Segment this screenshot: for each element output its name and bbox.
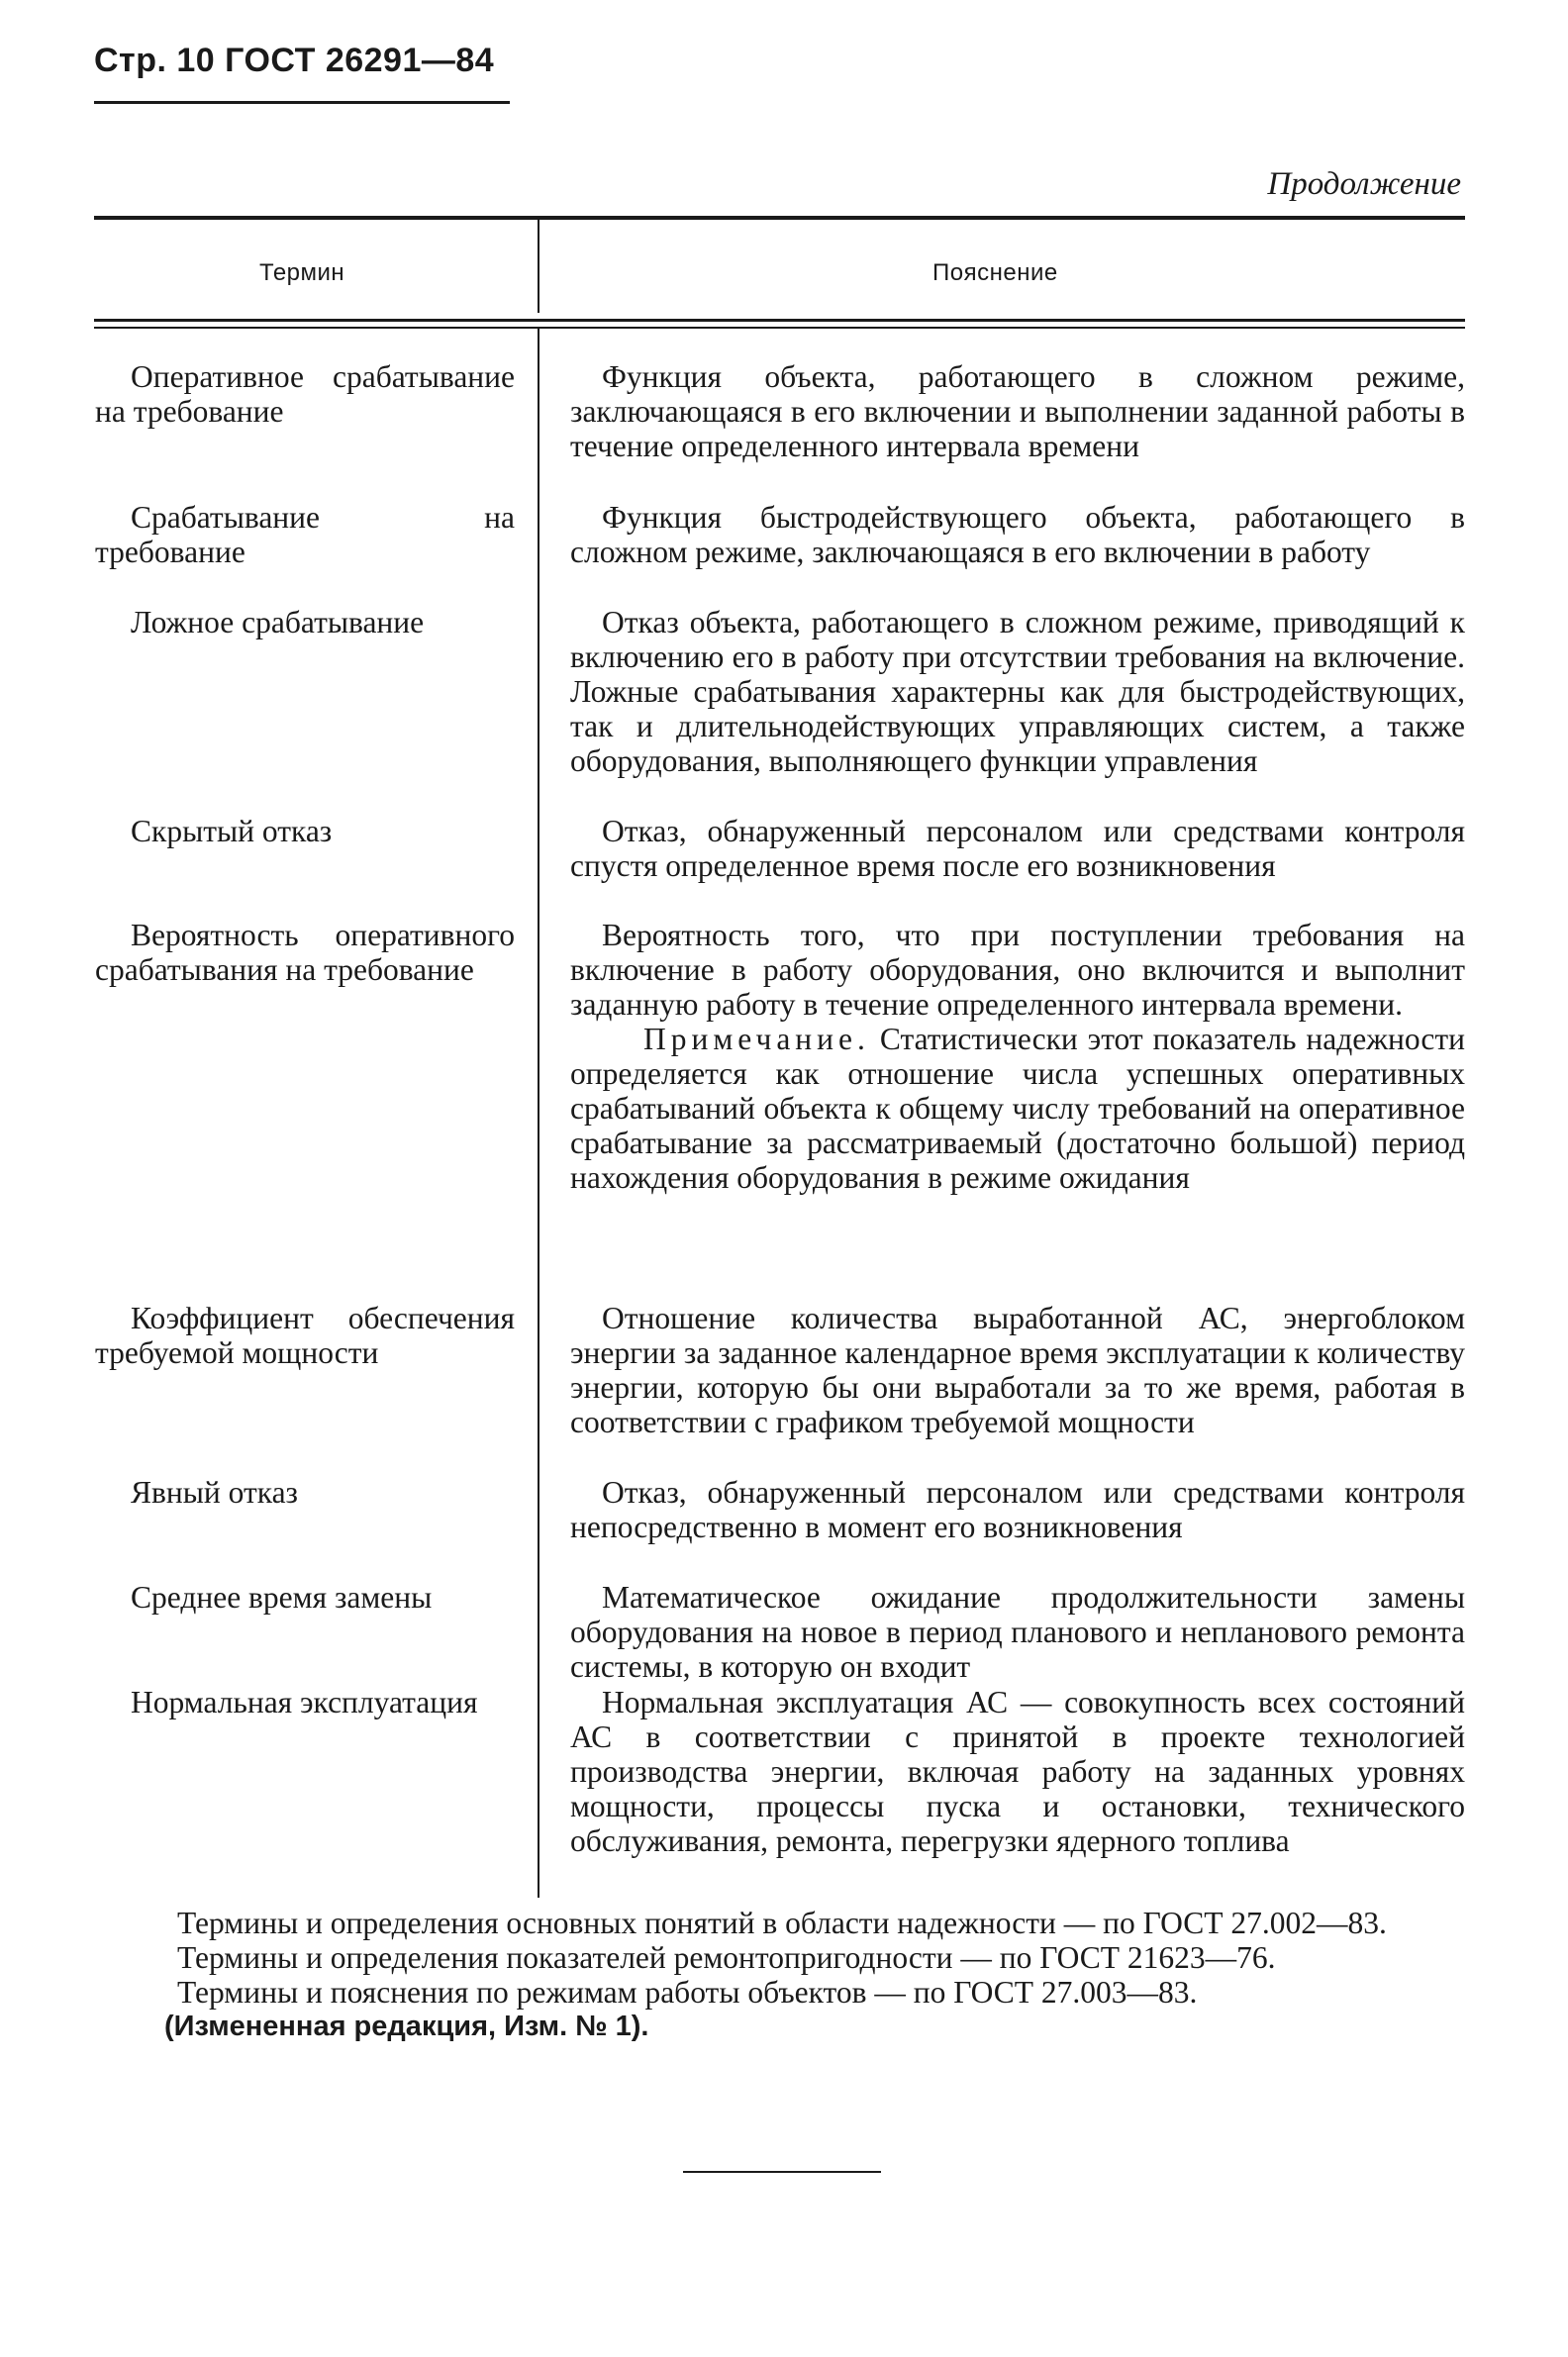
amendment-note: (Измененная редакция, Изм. № 1). (164, 2011, 649, 2042)
page-header: Стр. 10 ГОСТ 26291—84 (94, 42, 495, 79)
explanation-cell: Нормальная эксплуатация АС — совокупность всех состояний АС в соответствии с принятой в проекте технологией производства энергии, включая работу на заданных уровнях мощности, процессы пуска и остановки, технического обслуживания, ремонта, перегрузки ядерного топлива (570, 1685, 1465, 1858)
reference-line: Термины и определения основных понятий в области надежности — по ГОСТ 27.002—83. (177, 1906, 1387, 1940)
column-header-terms: Термин (259, 259, 345, 286)
note-paragraph (570, 1022, 1465, 1195)
term-cell: Вероятность оперативного срабатывания на требование (95, 918, 515, 987)
term-cell: Скрытый отказ (131, 814, 333, 848)
explanation-text: Вероятность того, что при поступлении требования на включение в работу оборудования, оно включится и выполнит заданную работу в течение определенного интервала времени. (570, 918, 1465, 1022)
explanation-cell: Отказ, обнаруженный персоналом или средствами контроля спустя определенное время после его возникновения (570, 814, 1465, 883)
note-text: Статистически этот показатель надежности определяется как отношение числа успешных оперативных срабатываний объекта к общему числу требований на оперативное срабатывание за рассматриваемый (достаточно большой) период нахождения оборудования в режиме ожидания (570, 1022, 1466, 1195)
term-cell: Ложное срабатывание (131, 605, 425, 639)
explanation-cell: Функция объекта, работающего в сложном режиме, заключающаяся в его включении и выполнении заданной работы в течение определенного интервала времени (570, 359, 1465, 463)
references-section (95, 1906, 1465, 2044)
header-bottom-rule (94, 319, 1465, 322)
explanation-cell: Отношение количества выработанной АС, энергоблоком энергии за заданное календарное время эксплуатации к количеству энергии, которую бы они выработали за то же время, работая в соответствии с графиком требуемой мощности (570, 1301, 1465, 1439)
reference-line: Термины и определения показателей ремонтопригодности — по ГОСТ 21623—76. (177, 1940, 1276, 1975)
term-cell: Оперативное срабатывание на требование (95, 359, 515, 429)
header-bottom-rule-second (94, 327, 1465, 329)
explanation-cell: Отказ объекта, работающего в сложном режиме, приводящий к включению его в работу при отсутствии требования на включение. Ложные срабатывания характерны как для быстродействующих, так и длительнодействующих управляющих систем, а также оборудования, выполняющего функции управления (570, 605, 1465, 778)
term-cell: Коэффициент обеспечения требуемой мощности (95, 1301, 515, 1370)
header-underline (94, 101, 510, 104)
explanation-cell: Математическое ожидание продолжительности замены оборудования на новое в период планового и непланового ремонта системы, в которую он входит (570, 1580, 1465, 1684)
reference-line: Термины и пояснения по режимам работы объектов — по ГОСТ 27.003—83. (177, 1975, 1198, 2010)
continuation-label: Продолжение (1267, 166, 1461, 202)
end-rule (683, 2171, 881, 2173)
term-cell: Явный отказ (131, 1475, 298, 1510)
explanation-cell (570, 918, 1465, 1195)
note-label: Примечание. (643, 1022, 870, 1056)
column-header-explanation: Пояснение (932, 259, 1058, 286)
term-cell: Срабатывание на требование (95, 500, 515, 569)
explanation-cell: Функция быстродействующего объекта, работающего в сложном режиме, заключающаяся в его включении в работу (570, 500, 1465, 569)
body-column-divider (538, 329, 539, 1898)
table-top-rule (94, 216, 1465, 220)
header-column-divider (538, 218, 539, 313)
term-cell: Среднее время замены (131, 1580, 433, 1615)
explanation-cell: Отказ, обнаруженный персоналом или средствами контроля непосредственно в момент его возникновения (570, 1475, 1465, 1544)
term-cell: Нормальная эксплуатация (131, 1685, 478, 1719)
